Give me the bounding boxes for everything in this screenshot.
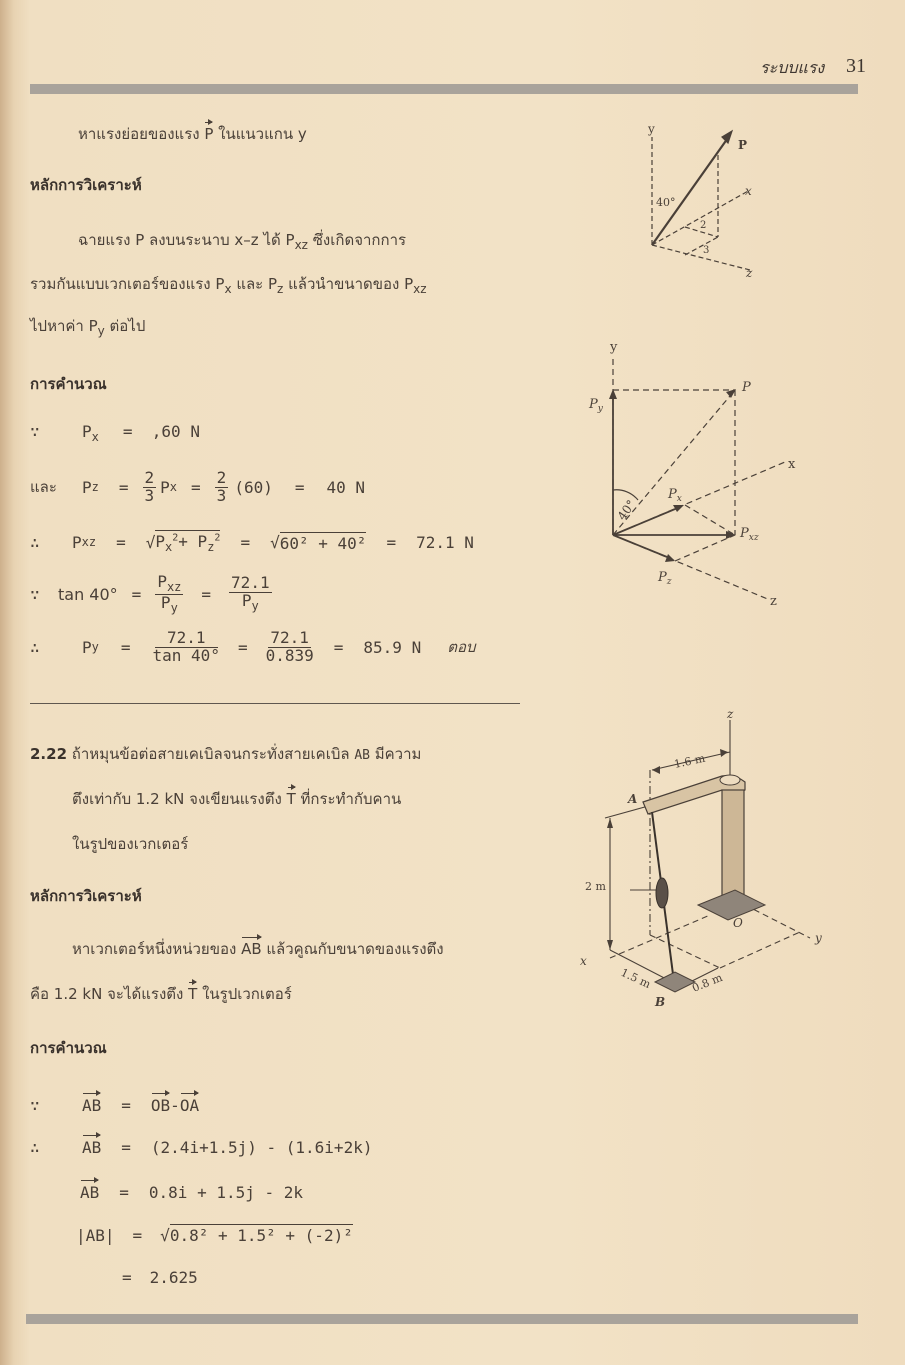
calc2-line-2: ∴ AB = (2.4i+1.5j) - (1.6i+2k) [30, 1138, 373, 1157]
svg-text:O: O [733, 916, 743, 930]
svg-text:y: y [815, 931, 822, 945]
calc2-line-3: AB = 0.8i + 1.5j - 2k [80, 1183, 304, 1202]
calc2-line-5: = 2.625 [122, 1268, 198, 1287]
svg-text:z: z [770, 594, 777, 609]
intro-line: หาแรงย่อยของแรง P ในแนวแกน y [78, 125, 307, 143]
figure-force-components [580, 335, 810, 615]
svg-text:40°: 40° [656, 196, 676, 209]
analysis-heading-1: หลักการวิเคราะห์ [30, 176, 142, 194]
calc-line-py: ∴ P y = $\frac{72.1}{\tan 40^\circ}$ = $\frac{72.1}{0.839}$ = 85.9 N ตอบ [30, 628, 476, 665]
figure-force-p-3d [610, 115, 780, 285]
svg-text:A: A [628, 792, 638, 806]
problem-line-1: 2.22 ถ้าหมุนข้อต่อสายเคเบิลจนกระทั่งสายเคเบิล AB มีความ [30, 745, 422, 763]
analysis2-line-2: คือ 1.2 kN จะได้แรงตึง T ในรูปเวกเตอร์ [30, 985, 292, 1003]
analysis-line-1: ฉายแรง P ลงบนระนาบ x–z ได้ $P_{xz}$ ซึ่งเกิดจากการ [78, 231, 407, 252]
svg-text:Px: $P_x$ [668, 487, 682, 504]
problem-line-3: ในรูปของเวกเตอร์ [72, 835, 189, 853]
svg-text:z: z [727, 710, 734, 721]
svg-text:P: P [738, 138, 748, 152]
svg-text:1.6 m: 1.6 m [672, 751, 707, 771]
svg-text:P: P [742, 380, 751, 395]
analysis-line-3: ไปหาค่า $P_y$ ต่อไป [30, 317, 146, 338]
figure-cable-beam [570, 710, 830, 1010]
problem-line-2: ตึงเท่ากับ 1.2 kN จงเขียนแรงตึง T ที่กระทำกับคาน [72, 790, 402, 808]
analysis-heading-2: หลักการวิเคราะห์ [30, 887, 142, 905]
calc-line-pxz: ∴ P xz = √ $P_x^2+ P_z^2$ = √ 60² + 40² = 72.1 N [30, 532, 474, 554]
svg-text:2: 2 [700, 220, 707, 231]
calc2-line-4: |AB| = √0.8² + 1.5² + (-2)² [76, 1226, 353, 1245]
header-rule [30, 84, 858, 94]
svg-text:Py: $P_y$ [589, 397, 603, 414]
svg-text:y: y [610, 340, 618, 355]
svg-text:0.8 m: 0.8 m [690, 970, 725, 995]
svg-text:z: z [746, 266, 753, 280]
svg-text:x: x [580, 954, 587, 968]
svg-text:x: x [788, 457, 796, 472]
svg-text:y: y [648, 122, 655, 136]
svg-text:40°: 40° [614, 497, 639, 523]
calc-line-pz: และ P z = $\frac{2}{3}$ P x = $\frac{2}{3}$ (60) = 40 N [30, 468, 366, 505]
chapter-title: ระบบแรง [760, 58, 825, 77]
calc-line-tan: ∵ tan 40° = $\frac{P_{xz}}{P_y}$ = $\frac{72.1}{P_y}$ [30, 572, 270, 615]
calc-line-px: ∵ $P_x = ,60$ N [30, 422, 200, 444]
vector-P: P [204, 125, 214, 143]
analysis-line-2: รวมกันแบบเวกเตอร์ของแรง $P_x$ และ $P_z$ แล้วนำขนาดของ $P_{xz}$ [30, 275, 427, 296]
calc-heading-2: การคำนวณ [30, 1039, 107, 1057]
section-divider [30, 703, 520, 704]
calc2-line-1: ∵ AB = OB-OA [30, 1096, 200, 1115]
svg-text:1.5 m: 1.5 m [618, 965, 653, 991]
analysis2-line-1: หาเวกเตอร์หนึ่งหน่วยของ AB แล้วคูณกับขนาดของแรงตึง [72, 940, 444, 958]
problem-number: 2.22 [30, 745, 68, 763]
calc-heading-1: การคำนวณ [30, 375, 107, 393]
answer-label: ตอบ [447, 638, 476, 657]
footer-rule [26, 1314, 858, 1324]
svg-text:3: 3 [703, 245, 710, 256]
page-number: 31 [846, 55, 866, 77]
svg-text:B: B [655, 995, 666, 1009]
svg-text:2 m: 2 m [585, 880, 606, 893]
svg-text:Pxz: $P_{xz}$ [740, 526, 759, 543]
svg-text:Pz: $P_z$ [658, 570, 672, 587]
svg-text:x: x [745, 184, 752, 198]
